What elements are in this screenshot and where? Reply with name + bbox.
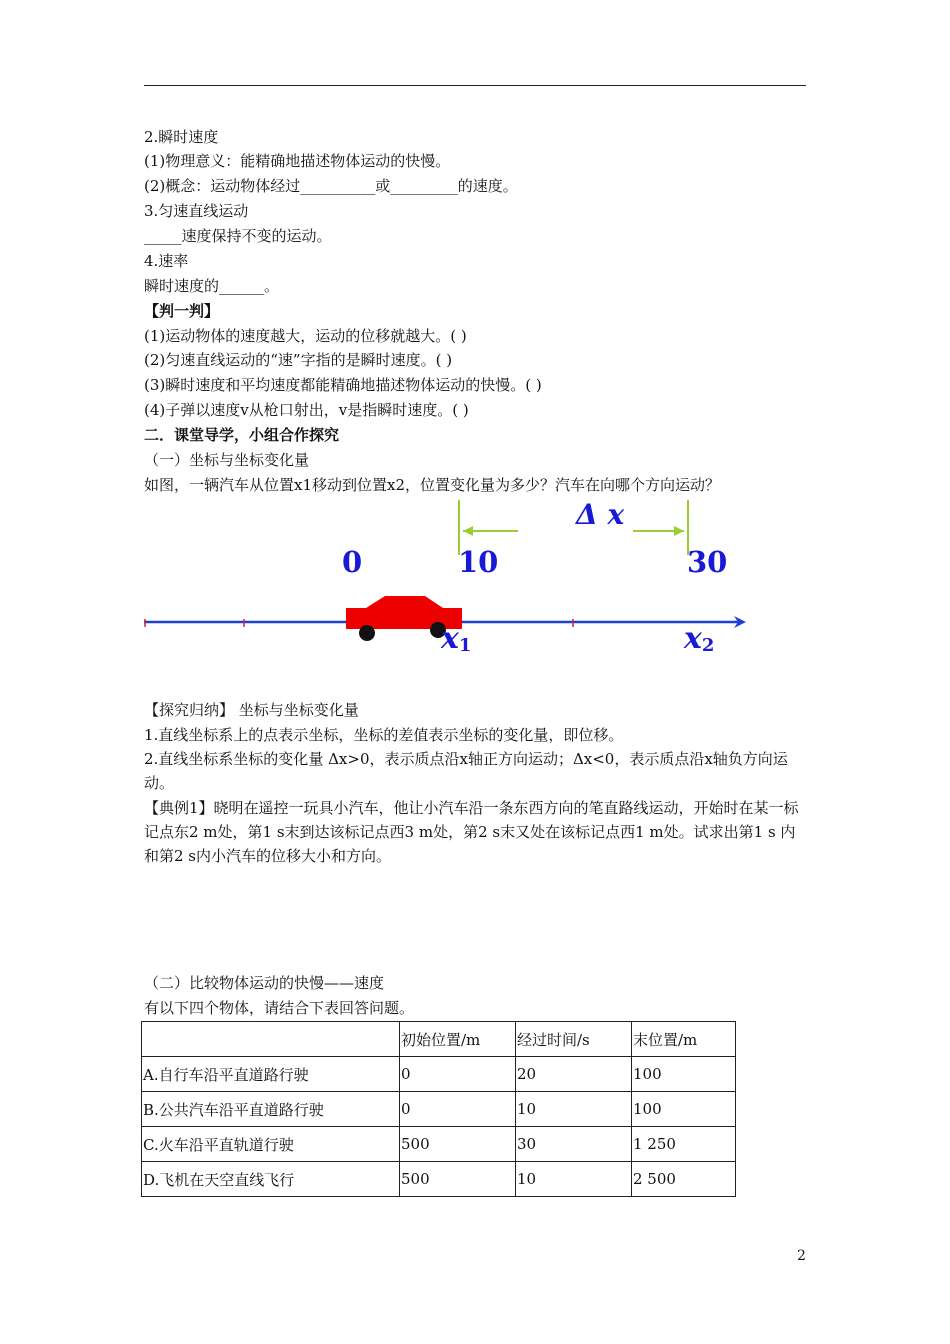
tick-label-30: 30 — [687, 545, 728, 579]
table-row — [142, 1057, 736, 1092]
subsection-speed: （二）比较物体运动的快慢——速度 — [144, 974, 385, 992]
header-cell-elapsed-time: 经过时间/s — [516, 1022, 632, 1057]
table-row — [142, 1092, 736, 1127]
judge-question-3: (3)瞬时速度和平均速度都能精确地描述物体运动的快慢。( ) — [144, 376, 542, 394]
uniform-motion-fill-blank: _____速度保持不变的运动。 — [144, 227, 332, 245]
heading-instant-velocity: 2.瞬时速度 — [144, 128, 219, 146]
row-initial-position: 500 — [400, 1127, 516, 1162]
summary-point-1: 1.直线坐标系上的点表示坐标，坐标的差值表示坐标的变化量，即位移。 — [144, 726, 624, 744]
row-final-position: 2 500 — [632, 1162, 736, 1197]
car-rear-wheel — [359, 625, 375, 641]
table-intro: 有以下四个物体，请结合下表回答问题。 — [144, 999, 415, 1017]
bracket-left-arrowhead — [463, 526, 473, 536]
summary-title: 【探究归纳】 坐标与坐标变化量 — [144, 701, 359, 719]
heading-speed: 4.速率 — [144, 252, 189, 270]
delta-x-label: Δ x — [576, 498, 625, 531]
row-object: C.火车沿平直轨道行驶 — [142, 1127, 400, 1162]
motion-data-table — [141, 1021, 736, 1197]
row-object: B.公共汽车沿平直道路行驶 — [142, 1092, 400, 1127]
row-elapsed-time: 10 — [516, 1162, 632, 1197]
x1-label: x1 — [441, 621, 472, 656]
header-cell-initial-position: 初始位置/m — [400, 1022, 516, 1057]
x2-label: x2 — [684, 621, 715, 656]
physical-meaning: (1)物理意义：能精确地描述物体运动的快慢。 — [144, 152, 451, 170]
row-initial-position: 500 — [400, 1162, 516, 1197]
row-elapsed-time: 10 — [516, 1092, 632, 1127]
table-row — [142, 1162, 736, 1197]
row-final-position: 100 — [632, 1057, 736, 1092]
concept-fill-blank: (2)概念：运动物体经过__________或_________的速度。 — [144, 177, 518, 195]
section-two-title: 二．课堂导学，小组合作探究 — [144, 426, 340, 444]
row-initial-position: 0 — [400, 1057, 516, 1092]
row-final-position: 100 — [632, 1092, 736, 1127]
summary-point-2: 2.直线坐标系坐标的变化量 Δx>0，表示质点沿x轴正方向运动；Δx<0，表示质点沿x轴负方向运动。 — [144, 750, 788, 792]
figure-question: 如图，一辆汽车从位置x1移动到位置x2，位置变化量为多少？汽车在向哪个方向运动？ — [144, 476, 721, 494]
displacement-figure — [130, 495, 770, 660]
header-cell-final-position: 末位置/m — [632, 1022, 736, 1057]
header-rule — [144, 85, 806, 86]
judge-title: 【判一判】 — [144, 302, 220, 320]
judge-question-4: (4)子弹以速度v从枪口射出，v是指瞬时速度。( ) — [144, 401, 469, 419]
tick-label-0: 0 — [342, 545, 363, 579]
page-number: 2 — [797, 1248, 806, 1264]
row-object: D.飞机在天空直线飞行 — [142, 1162, 400, 1197]
example-1: 【典例1】晓明在遥控一玩具小汽车，他让小汽车沿一条东西方向的笔直路线运动，开始时在某一标记点东2 m处，第1 s末到达该标记点西3 m处，第2 s末又处在该标记点西1 m处。试求出第1 s 内和第2 s内小汽车的位移大小和方向。 — [144, 799, 799, 865]
row-initial-position: 0 — [400, 1092, 516, 1127]
judge-question-1: (1)运动物体的速度越大，运动的位移就越大。( ) — [144, 327, 467, 345]
row-final-position: 1 250 — [632, 1127, 736, 1162]
header-cell-empty — [142, 1022, 400, 1057]
tick-label-10: 10 — [458, 545, 499, 579]
speed-fill-blank: 瞬时速度的______。 — [144, 277, 280, 295]
judge-question-2: (2)匀速直线运动的“速”字指的是瞬时速度。( ) — [144, 351, 453, 369]
table-header-row — [142, 1022, 736, 1057]
table-row — [142, 1127, 736, 1162]
row-elapsed-time: 20 — [516, 1057, 632, 1092]
row-elapsed-time: 30 — [516, 1127, 632, 1162]
bracket-right-arrowhead — [674, 526, 684, 536]
subsection-coordinates: （一）坐标与坐标变化量 — [144, 451, 310, 469]
row-object: A.自行车沿平直道路行驶 — [142, 1057, 400, 1092]
heading-uniform-motion: 3.匀速直线运动 — [144, 202, 249, 220]
